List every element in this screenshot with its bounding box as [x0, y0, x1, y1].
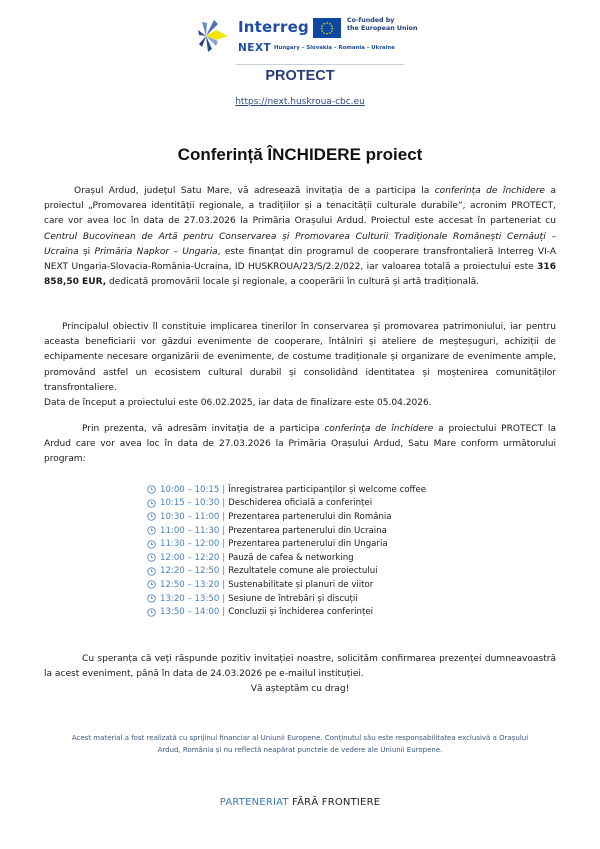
schedule-separator: | — [222, 525, 226, 536]
clock-icon — [147, 540, 156, 549]
schedule-item — [147, 551, 467, 565]
schedule-item — [147, 592, 467, 606]
text: a proiectului PROTECT la Ardud care vor avea loc în data de 27.03.2026 la Primăria Orașului Ardud, Satu Mare conform următorului program: — [44, 424, 556, 465]
schedule-activity: Prezentarea partenerului din Ucraina — [228, 525, 387, 536]
schedule-separator: | — [222, 552, 226, 563]
text: Principalul obiectiv îl constituie implicarea tinerilor în conservarea și promovarea patrimoniului, iar pentru aceasta beneficiarii vor găzdui evenimente de cooperare, întâlniri și ateliere de meșteșuguri, achiziții de echipamente necesare organizării de evenimente, de costume tradiționale și organizare de evenimente ample, promovând astfel un ecosistem cultural durabil și consolidând identitatea și moștenirea comunităților transfrontaliere. — [44, 322, 556, 393]
interreg-wordmark: Interreg — [238, 18, 309, 36]
text: Orașul Ardud, județul Satu Mare, vă adresează invitația de a participa la — [74, 186, 435, 196]
clock-icon — [147, 485, 156, 494]
schedule-list — [147, 483, 467, 619]
website-link[interactable]: https://next.huskroua-cbc.eu — [235, 97, 365, 107]
objective-paragraph — [44, 320, 556, 411]
schedule-separator: | — [222, 498, 226, 509]
schedule-item — [147, 497, 467, 511]
clock-icon — [147, 526, 156, 535]
schedule-time: 10:30 – 11:00 — [160, 511, 220, 522]
next-wordmark: NEXT — [238, 42, 272, 54]
schedule-item — [147, 524, 467, 538]
schedule-time: 12:00 – 12:20 — [160, 552, 220, 563]
schedule-time: 10:00 – 10:15 — [160, 484, 220, 495]
emphasis: conferința de închidere — [434, 186, 545, 196]
schedule-activity: Înregistrarea participanților și welcome coffee — [228, 484, 427, 495]
intro-paragraph — [44, 184, 556, 290]
schedule-time: 12:50 – 13:20 — [160, 579, 220, 590]
schedule-time: 12:20 – 12:50 — [160, 566, 220, 577]
disclaimer-line: Acest material a fost realizată cu sprijinul financiar al Uniunii Europene. Conținutul său este responsabilitatea exclusivă a Orașului — [71, 734, 529, 742]
text: Cu speranța că veți răspunde pozitiv invitației noastre, solicităm confirmarea prezenței dumneavoastră la acest eveniment, până în data de 24.03.2026 pe e-mailul instituției. — [44, 654, 556, 680]
schedule-item — [147, 483, 467, 497]
clock-icon — [147, 512, 156, 521]
text: Prin prezenta, vă adresăm invitația de a participa — [82, 424, 325, 434]
closing-paragraph — [44, 652, 556, 698]
slogan-part2: FĂRĂ FRONTIERE — [292, 797, 381, 808]
schedule-separator: | — [222, 593, 226, 604]
schedule-separator: | — [222, 566, 226, 577]
schedule-separator: | — [222, 539, 226, 550]
slogan-part1: PARTENERIAT — [219, 797, 289, 808]
text: a proiectul „Promovarea identității regionale, a tradițiilor și a tenacității culturale durabile”, acronim PROTECT, care vor avea loc în data de 27.03.2026 la Primăria Orașului Ardud. Proiectul este accesat în parteneriat cu — [44, 186, 556, 227]
disclaimer-line: Ardud, România și nu reflectă neapărat punctele de vedere ale Uniunii Europene. — [157, 745, 443, 754]
schedule-separator: | — [222, 607, 226, 618]
interreg-logo-block — [196, 12, 446, 72]
header-divider — [236, 64, 404, 65]
eu-disclaimer — [50, 733, 550, 756]
clock-icon — [147, 594, 156, 603]
eu-flag-icon — [313, 18, 341, 38]
project-dates: Data de început a proiectului este 06.02.2025, iar data de finalizare este 05.04.2026. — [44, 398, 432, 409]
clock-icon — [147, 499, 156, 508]
project-name: PROTECT — [265, 68, 335, 84]
schedule-item — [147, 510, 467, 524]
schedule-item — [147, 578, 467, 592]
schedule-item — [147, 537, 467, 551]
schedule-activity: Deschiderea oficială a conferinței — [228, 498, 373, 509]
clock-icon — [147, 580, 156, 589]
text: și — [78, 246, 95, 257]
schedule-time: 11:00 – 11:30 — [160, 525, 220, 536]
eu-cofunded-line2: the European Union — [347, 25, 418, 32]
text: dedicată promovării locale și regionale, a cooperării în cultură și artă tradițională. — [106, 277, 480, 288]
schedule-activity: Prezentarea partenerului din România — [228, 511, 392, 522]
schedule-separator: | — [222, 579, 226, 590]
schedule-activity: Sustenabilitate și planuri de viitor — [228, 579, 374, 590]
schedule-activity: Concluzii și închiderea conferinței — [228, 607, 374, 618]
schedule-activity: Sesiune de întrebări și discuții — [228, 593, 358, 604]
schedule-item — [147, 605, 467, 619]
project-value: 316 858,50 EUR, — [44, 262, 556, 288]
partner-name: Centrul Bucovinean de Artă pentru Conservarea și Promovarea Culturii Tradiționale Românești Cernăuți – Ucraina — [44, 231, 556, 257]
emphasis: conferința de închidere — [324, 424, 434, 434]
page-title: Conferință ÎNCHIDERE proiect — [177, 145, 423, 164]
clock-icon — [147, 608, 156, 617]
program-countries: Hungary – Slovakia – Romania – Ukraine — [274, 45, 395, 51]
schedule-time: 11:30 – 12:00 — [160, 539, 220, 550]
eu-cofunded-label — [347, 17, 417, 33]
invitation-paragraph — [44, 422, 556, 468]
clock-icon — [147, 553, 156, 562]
schedule-time: 13:50 – 14:00 — [160, 607, 220, 618]
schedule-activity: Rezultatele comune ale proiectului — [228, 566, 378, 577]
footer-slogan — [0, 797, 600, 808]
schedule-separator: | — [222, 484, 226, 495]
text: , este finanțat din programul de cooperare transfrontalieră Interreg VI-A NEXT Ungaria-Slovacia-România-Ucraina, ID HUSKROUA/23/S/2.2/022, iar valoarea totală a proiectului este — [44, 246, 557, 273]
eu-cofunded-line1: Co-funded by — [347, 17, 395, 24]
clock-icon — [147, 567, 156, 576]
schedule-item — [147, 565, 467, 579]
schedule-time: 10:15 – 10:30 — [160, 498, 220, 509]
closing-line: Vă așteptăm cu drag! — [250, 684, 350, 695]
schedule-activity: Prezentarea partenerului din Ungaria — [228, 539, 388, 550]
schedule-time: 13:20 – 13:50 — [160, 593, 220, 604]
partner-name: Primăria Napkor – Ungaria — [94, 246, 218, 257]
schedule-separator: | — [222, 511, 226, 522]
schedule-activity: Pauză de cafea & networking — [228, 552, 354, 563]
interreg-star-logo-icon — [196, 16, 230, 56]
